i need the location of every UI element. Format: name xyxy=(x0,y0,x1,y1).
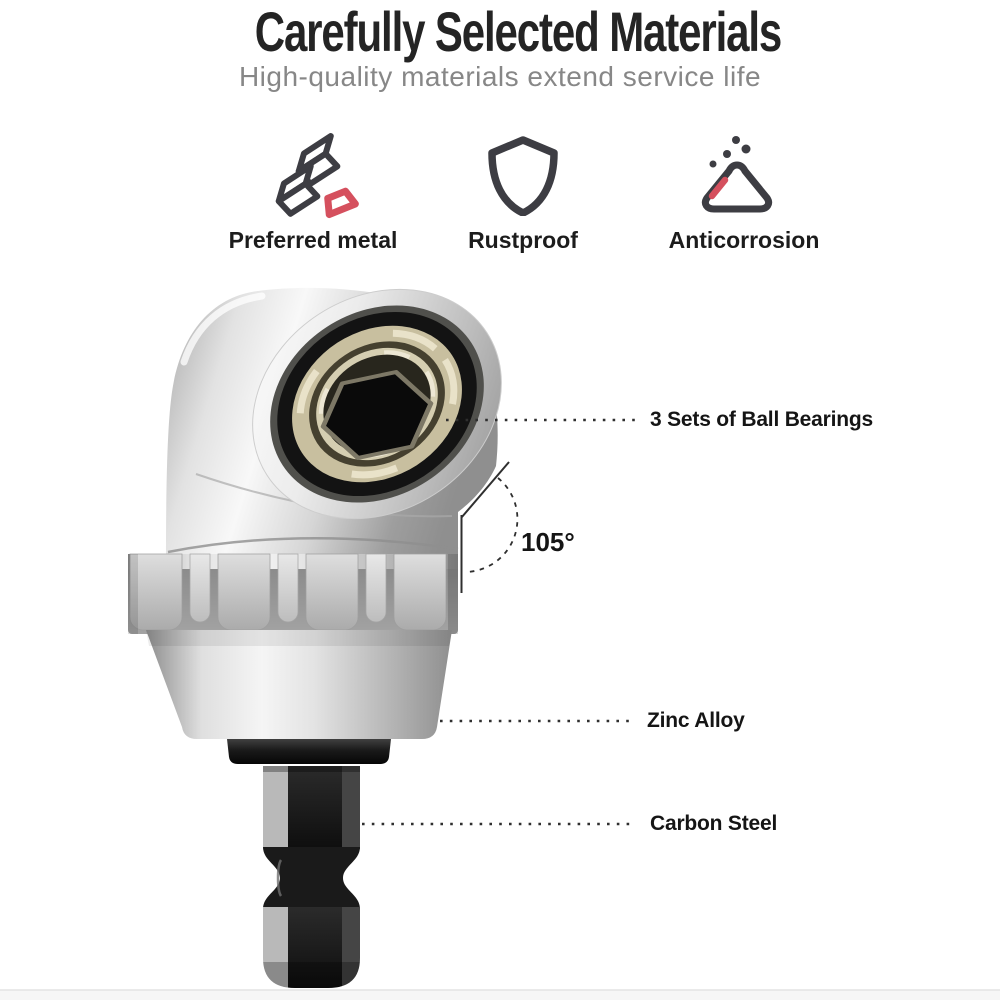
page-title-text: Carefully Selected Materials xyxy=(254,0,782,63)
feature-label-anticorrosion: Anticorrosion xyxy=(668,227,820,253)
shank-cap xyxy=(227,739,391,764)
adapter-body xyxy=(146,630,452,739)
photo-bottom-edge xyxy=(0,990,1000,1000)
hex-shank xyxy=(263,766,360,988)
callout-zinc-alloy: Zinc Alloy xyxy=(647,709,745,732)
callout-angle-degrees: 105° xyxy=(521,527,575,557)
fluted-lock-collar xyxy=(128,554,458,634)
page-subtitle: High-quality materials extend service life xyxy=(238,61,762,92)
callout-ball-bearings: 3 Sets of Ball Bearings xyxy=(650,408,873,431)
callout-carbon-steel: Carbon Steel xyxy=(650,812,778,835)
feature-label-preferred-metal: Preferred metal xyxy=(228,227,398,253)
feature-label-rustproof: Rustproof xyxy=(468,227,578,253)
